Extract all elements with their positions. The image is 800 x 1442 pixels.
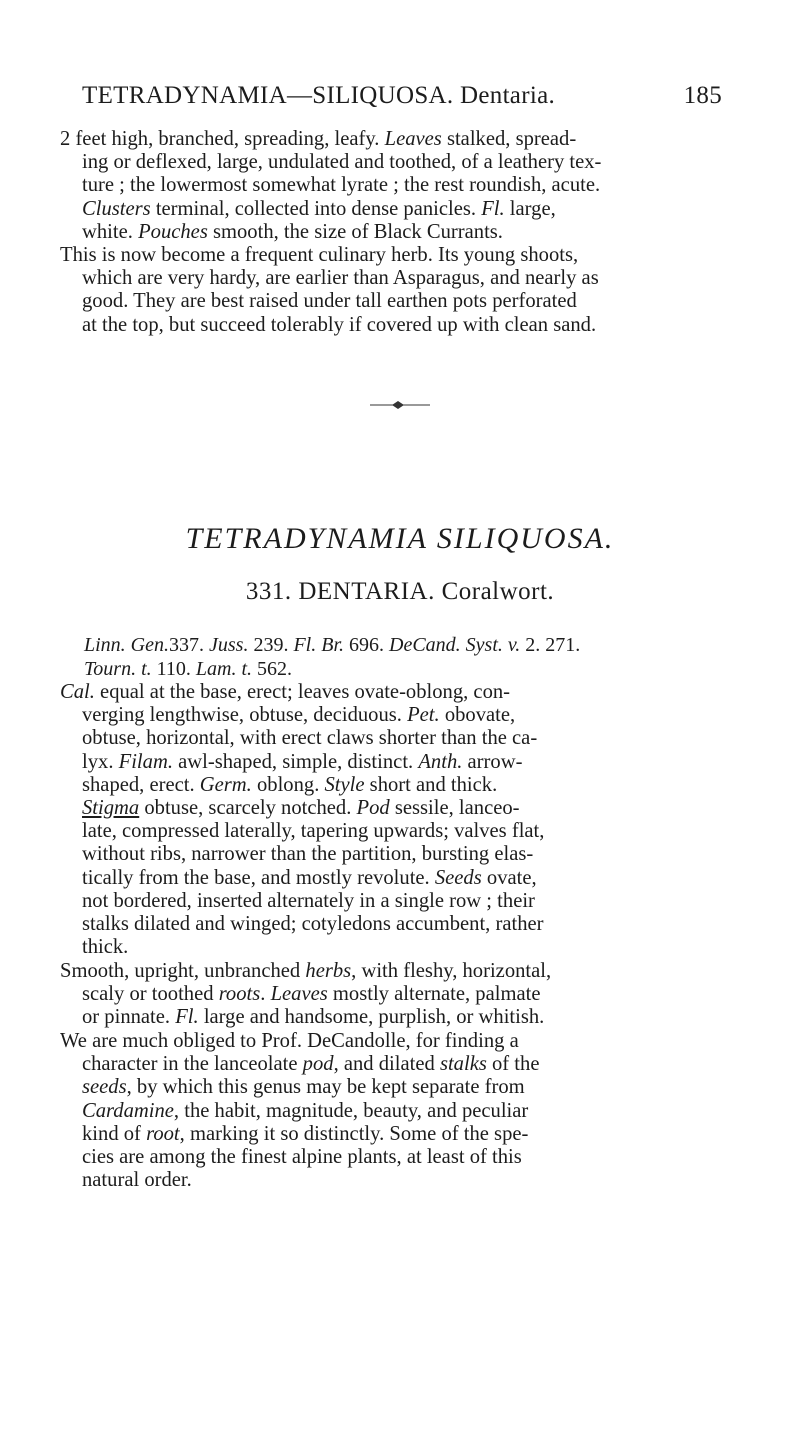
text-span: terminal, collected into dense panicles. [150,197,482,220]
text-line [60,1123,724,1146]
text-span: , and dilated [333,1053,440,1076]
italic-term: Pouches [138,220,208,243]
text-line [60,290,724,313]
text-line [60,751,724,774]
text-span: tically from the base, and mostly revolute. [82,866,435,889]
italic-term: Cal. [60,681,95,703]
text-line [60,1053,724,1076]
text-span: late, compressed laterally, tapering upwards; valves flat, [82,820,545,843]
italic-term: pod [302,1053,334,1076]
text-line [60,1030,724,1053]
italic-term: Tourn. t. [84,658,152,680]
text-line [60,244,724,267]
text-span: without ribs, narrower than the partition, bursting elas- [82,843,534,866]
genus-title: 331. DENTARIA. Coralwort. [245,578,555,605]
text-line [60,867,724,890]
text-span: awl-shaped, simple, distinct. [172,750,419,773]
italic-term: Juss. [209,634,249,656]
top-paragraph [60,128,724,244]
text-span: Smooth, upright, unbranched [60,960,306,982]
remark-paragraph [60,1030,724,1192]
text-span: cies are among the finest alpine plants, at least of this [82,1145,522,1168]
text-line [60,1006,724,1029]
text-span: white. [82,220,139,243]
text-span: obtuse, scarcely notched. [139,796,357,819]
ornamental-divider [370,400,430,410]
text-span: This is now become a frequent culinary herb. Its young shoots, [60,244,579,266]
text-span: which are very hardy, are earlier than Asparagus, and nearly as [82,267,599,290]
text-span: smooth, the size of Black Currants. [207,220,503,243]
text-line [60,797,724,820]
text-span: short and thick. [364,773,498,796]
text-span: character in the lanceolate [82,1053,303,1076]
italic-term: Pet. [407,704,440,727]
text-line [60,174,724,197]
habit-paragraph [60,960,724,1030]
character-paragraph [60,681,724,959]
references [84,633,580,681]
text-span: ture ; the lowermost somewhat lyrate ; the rest roundish, acute. [82,174,601,197]
text-span: ing or deflexed, large, undulated and toothed, of a leathery tex- [82,151,602,174]
running-header [82,82,722,110]
italic-term: seeds [82,1076,127,1099]
text-line [60,890,724,913]
italic-term: roots [218,983,261,1006]
text-line [60,983,724,1006]
text-line [60,704,724,727]
text-span: large and handsome, purplish, or whitish. [198,1006,545,1029]
text-span: obtuse, horizontal, with erect claws shorter than the ca- [82,727,538,750]
text-line [60,128,724,151]
text-span: or pinnate. [82,1006,176,1029]
text-span: not bordered, inserted alternately in a single row ; their [82,889,535,912]
italic-term: Stigma [82,796,140,819]
italic-term: Seeds [434,866,482,889]
text-span: , by which this genus may be kept separate from [126,1076,525,1099]
text-line [60,314,724,337]
text-line [60,1100,724,1123]
text-span: natural order. [82,1169,192,1192]
text-span: arrow- [462,750,523,773]
text-span: 337. [169,634,209,656]
text-span: oblong. [251,773,325,796]
text-span: 110. [151,658,196,680]
text-line [60,1146,724,1169]
italic-term: DeCand. Syst. v. [389,634,521,656]
italic-term: Fl. [481,197,505,220]
text-line [60,820,724,843]
italic-term: Fl. Br. [293,634,345,656]
text-span: kind of [82,1122,147,1145]
text-span: . [260,983,271,1006]
italic-term: Cardamine [82,1099,174,1122]
text-span: 2 feet high, branched, spreading, leafy. [60,128,385,150]
text-span: 696. [344,634,390,656]
italic-term: Anth. [418,750,463,773]
italic-term: root [146,1122,180,1145]
section-title: TETRADYNAMIA SILIQUOSA. [185,522,615,555]
italic-term: herbs [305,960,352,982]
italic-term: Pod [356,796,390,819]
text-span: 239. [248,634,294,656]
italic-term: Germ. [199,773,252,796]
text-line [60,960,724,983]
text-span: ovate, [481,866,537,889]
text-span: , marking it so distinctly. Some of the spe- [179,1122,529,1145]
note-paragraph [60,244,724,337]
text-line [60,151,724,174]
italic-term: Clusters [82,197,151,220]
text-line [60,1169,724,1192]
text-span: We are much obliged to Prof. DeCandolle, for finding a [60,1030,519,1052]
text-span: thick. [82,936,129,959]
italic-term: Lam. t. [195,658,253,680]
text-span: stalked, spread- [441,128,577,150]
running-title: TETRADYNAMIA—SILIQUOSA. Dentaria. [82,82,556,109]
text-line [84,633,580,657]
text-span: 2. 271. [520,634,581,656]
text-span: 562. [252,658,293,680]
text-span: lyx. [82,750,119,773]
text-span: verging lengthwise, obtuse, deciduous. [82,704,408,727]
text-line [60,913,724,936]
text-span: scaly or toothed [82,983,219,1006]
text-line [60,936,724,959]
page-number: 185 [683,82,722,109]
text-line [60,1076,724,1099]
text-line [60,681,724,704]
italic-term: Style [324,773,365,796]
text-span: large, [504,197,556,220]
text-span: obovate, [439,704,516,727]
italic-term: Filam. [118,750,173,773]
italic-term: stalks [439,1053,487,1076]
italic-term: Linn. Gen. [84,634,169,656]
text-span: mostly alternate, palmate [327,983,541,1006]
text-line [60,774,724,797]
text-span: , with fleshy, horizontal, [351,960,552,982]
text-span: sessile, lanceo- [389,796,520,819]
text-span: good. They are best raised under tall earthen pots perforated [82,290,577,313]
text-span: equal at the base, erect; leaves ovate-oblong, con- [94,681,511,703]
italic-term: Leaves [384,128,442,150]
text-line [60,727,724,750]
text-span: shaped, erect. [82,773,200,796]
text-line [60,221,724,244]
text-span: at the top, but succeed tolerably if covered up with clean sand. [82,313,597,336]
text-span: stalks dilated and winged; cotyledons accumbent, rather [82,912,544,935]
text-line [84,657,580,681]
text-span: of the [486,1053,540,1076]
italic-term: Fl. [175,1006,199,1029]
italic-term: Leaves [270,983,328,1006]
text-span: , the habit, magnitude, beauty, and peculiar [173,1099,529,1122]
text-line [60,198,724,221]
text-line [60,843,724,866]
text-line [60,267,724,290]
